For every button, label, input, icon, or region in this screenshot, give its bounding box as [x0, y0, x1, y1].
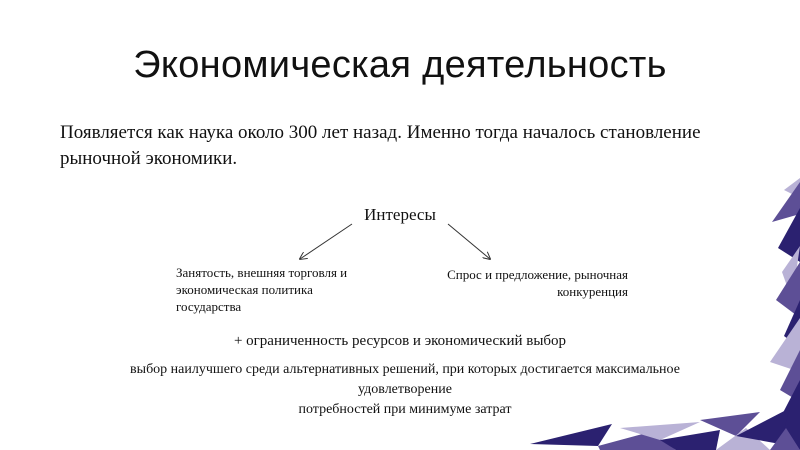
bottom-edge-shards: [530, 408, 800, 450]
diagram-root-label: Интересы: [364, 205, 436, 224]
definition-line-2: удовлетворение: [358, 382, 452, 397]
slide-title: Экономическая деятельность: [133, 44, 667, 86]
definition-line-1: выбор наилучшего среди альтернативных решений, при которых достигается максимальное: [130, 362, 680, 377]
intro-text: Появляется как наука около 300 лет назад. Именно тогда началось становление рыночной экономики.: [60, 122, 701, 169]
diagram-right-branch: Спрос и предложение, рыночная конкуренция: [447, 267, 628, 299]
right-edge-shards: [770, 178, 800, 450]
addition-text: + ограниченность ресурсов и экономический выбор: [233, 333, 567, 349]
diagram-left-branch: Занятость, внешняя торговля и экономическая политика государства: [176, 265, 348, 314]
definition-line-3: потребностей при минимуме затрат: [298, 402, 512, 417]
